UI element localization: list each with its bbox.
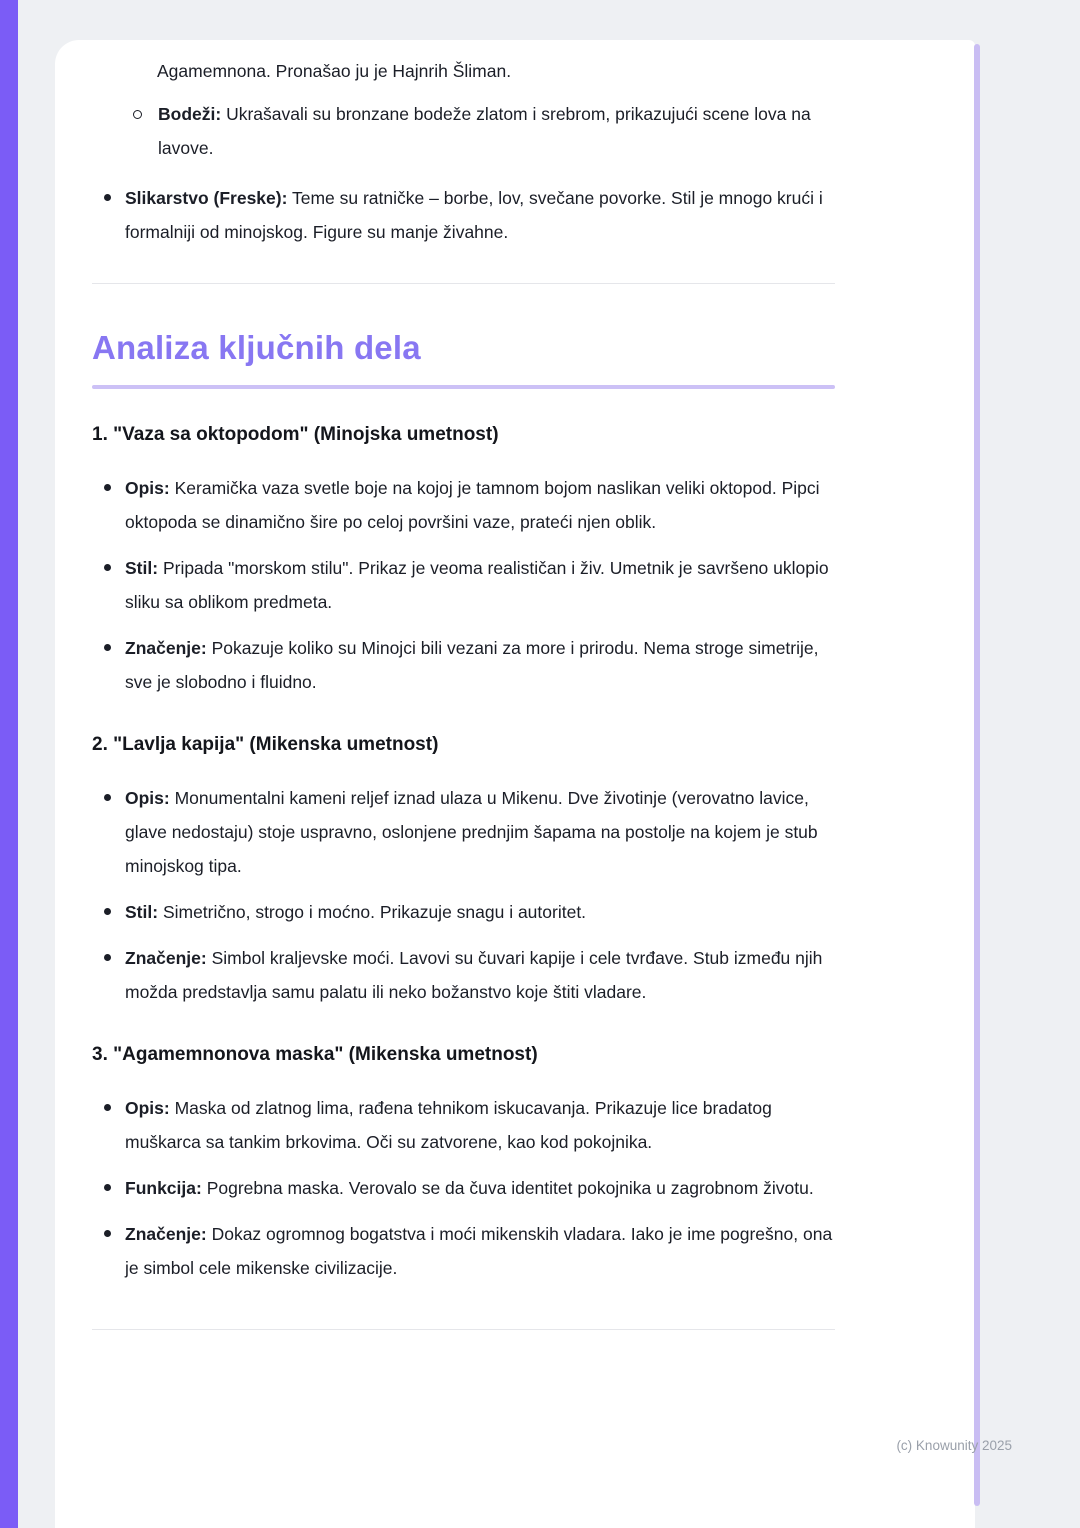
term-text: Teme su ratničke – borbe, lov, svečane povorke. Stil je mnogo krući i formalniji od minojskog. Figure su manje živahne. xyxy=(125,188,823,242)
section-divider xyxy=(92,283,835,284)
work-section-2 xyxy=(92,731,835,1009)
term-label: Opis: xyxy=(125,788,170,808)
list-item-text xyxy=(125,781,835,883)
term-label: Značenje: xyxy=(125,948,207,968)
list-item xyxy=(92,181,835,249)
copyright-footer: (c) Knowunity 2025 xyxy=(896,1438,1012,1453)
list-item-text xyxy=(125,631,835,699)
bullet-dot-icon xyxy=(104,954,111,961)
term-text: Dokaz ogromnog bogatstva i moći mikenskih vladara. Iako je ime pogrešno, ona je simbol cele mikenske civilizacije. xyxy=(125,1224,833,1278)
term-text: Monumentalni kameni reljef iznad ulaza u Mikenu. Dve životinje (verovatno lavice, glave nedostaju) stoje uspravno, oslonjene prednjim šapama na postolje na kojem je stub minojskog tipa. xyxy=(125,788,818,876)
document-card xyxy=(55,40,975,1528)
list-item xyxy=(92,781,835,883)
term-text: Pokazuje koliko su Minojci bili vezani za more i prirodu. Nema stroge simetrije, sve je slobodno i fluidno. xyxy=(125,638,819,692)
work-heading: 1. "Vaza sa oktopodom" (Minojska umetnost) xyxy=(92,424,499,445)
term-text: Simetrično, strogo i moćno. Prikazuje snagu i autoritet. xyxy=(162,902,587,922)
list-item xyxy=(92,97,835,165)
list-item-text xyxy=(125,941,835,1009)
list-item-text xyxy=(125,181,835,249)
list-item xyxy=(92,1091,835,1159)
list-item-text xyxy=(158,97,835,165)
term-label: Stil: xyxy=(125,558,159,578)
left-accent-bar xyxy=(0,0,18,1528)
bullet-dot-icon xyxy=(104,1104,111,1111)
term-label: Značenje: xyxy=(125,638,207,658)
bullet-dot-icon xyxy=(104,794,111,801)
list-item xyxy=(92,1171,835,1205)
bottom-divider xyxy=(92,1329,835,1330)
document-content xyxy=(55,40,975,1330)
work-heading: 3. "Agamemnonova maska" (Mikenska umetnost) xyxy=(92,1044,538,1065)
work-heading: 2. "Lavlja kapija" (Mikenska umetnost) xyxy=(92,734,439,755)
work-list xyxy=(92,1091,835,1285)
bullet-dot-icon xyxy=(104,194,111,201)
page-title: Analiza ključnih dela xyxy=(92,329,421,366)
term-label: Opis: xyxy=(125,1098,170,1118)
term-text: Keramička vaza svetle boje na kojoj je tamnom bojom naslikan veliki oktopod. Pipci oktopoda se dinamično šire po celoj površini vaze, prateći njen oblik. xyxy=(125,478,820,532)
scrollbar-thumb[interactable] xyxy=(974,44,980,1506)
term-label: Slikarstvo (Freske): xyxy=(125,188,288,208)
bullet-dot-icon xyxy=(104,908,111,915)
list-item-text xyxy=(125,895,586,929)
list-item xyxy=(92,941,835,1009)
bullet-dot-icon xyxy=(104,1230,111,1237)
work-list xyxy=(92,781,835,1009)
bullet-dot-icon xyxy=(104,484,111,491)
term-label: Stil: xyxy=(125,902,159,922)
term-label: Značenje: xyxy=(125,1224,207,1244)
bullet-dot-icon xyxy=(104,564,111,571)
list-item-text xyxy=(125,1091,835,1159)
list-item-text xyxy=(125,1171,814,1205)
list-item-text xyxy=(125,551,835,619)
bullet-dot-icon xyxy=(104,1184,111,1191)
circle-bullet-icon xyxy=(133,110,142,119)
intro-list xyxy=(92,181,835,249)
work-section-1 xyxy=(92,421,835,699)
term-text: Pogrebna maska. Verovalo se da čuva identitet pokojnika u zagrobnom životu. xyxy=(206,1178,814,1198)
work-list xyxy=(92,471,835,699)
bullet-dot-icon xyxy=(104,644,111,651)
list-item-text xyxy=(125,471,835,539)
term-label: Funkcija: xyxy=(125,1178,202,1198)
list-item xyxy=(92,551,835,619)
list-item xyxy=(92,631,835,699)
term-text: Maska od zlatnog lima, rađena tehnikom iskucavanja. Prikazuje lice bradatog muškarca sa tankim brkovima. Oči su zatvorene, kao kod pokojnika. xyxy=(125,1098,772,1152)
title-underline xyxy=(92,385,835,389)
intro-sub-list xyxy=(92,97,835,165)
list-item xyxy=(92,471,835,539)
term-label: Opis: xyxy=(125,478,170,498)
list-item xyxy=(92,895,835,929)
paragraph-continuation: Agamemnona. Pronašao ju je Hajnrih Šliman. xyxy=(157,61,512,81)
list-item xyxy=(92,1217,835,1285)
work-section-3 xyxy=(92,1041,835,1285)
term-text: Pripada "morskom stilu". Prikaz je veoma realističan i živ. Umetnik je savršeno uklopio sliku sa oblikom predmeta. xyxy=(125,558,829,612)
list-item-text xyxy=(125,1217,835,1285)
term-text: Simbol kraljevske moći. Lavovi su čuvari kapije i cele tvrđave. Stub između njih možda predstavlja samu palatu ili neko božanstvo koje štiti vladare. xyxy=(125,948,823,1002)
term-text: Ukrašavali su bronzane bodeže zlatom i srebrom, prikazujući scene lova na lavove. xyxy=(158,104,811,158)
term-label: Bodeži: xyxy=(158,104,222,124)
